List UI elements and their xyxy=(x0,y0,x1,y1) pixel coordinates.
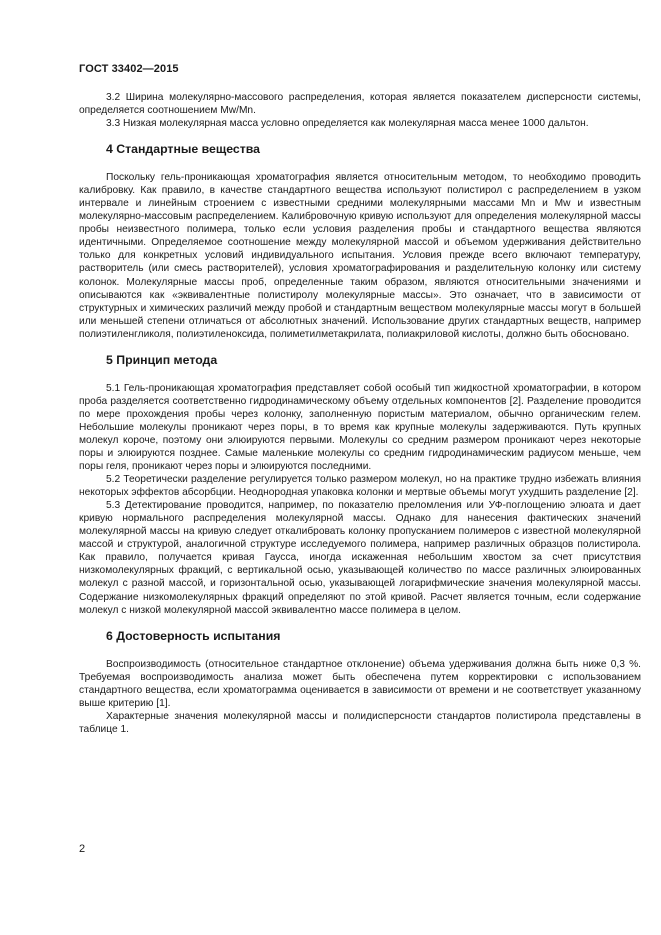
paragraph-5-3: 5.3 Детектирование проводится, например, по показателю преломления или УФ-поглощению элюата и дает кривую нормального распределения молекулярной массы. Однако для нанесения фактических значений молекулярной массы на кривую следует откалибровать колонку пропусканием полимеров с известной молекулярной массой и структурой, аналогичной структуре исследуемого полимера, например различных образцов полистирола. Как правило, получается кривая Гаусса, иногда искаженная небольшим хвостом за счет присутствия низкомолекулярных фракций, с вертикальной осью, указывающей количество по массе различных элюированных молекул с разной массой, и горизонтальной осью, указывающей логарифмические значения молекулярной массы. Содержание низкомолекулярных фракций определяют по этой кривой. Расчет является точным, если содержание молекул с низкой молекулярной массой эквивалентно массе полимера в целом. xyxy=(79,500,641,616)
paragraph-3-2: 3.2 Ширина молекулярно-массового распределения, которая является показателем дисперсности системы, определяется соотношением Mw/Mn. xyxy=(79,92,641,117)
paragraph-3-3: 3.3 Низкая молекулярная масса условно определяется как молекулярная масса менее 1000 дальтон. xyxy=(106,118,589,130)
section-6-title: 6 Достоверность испытания xyxy=(106,628,281,643)
section-5-title: 5 Принцип метода xyxy=(106,352,218,367)
document-body xyxy=(79,91,641,736)
paragraph-5-2: 5.2 Теоретически разделение регулируется только размером молекул, но на практике трудно избежать влияния некоторых эффектов абсорбции. Неоднородная упаковка колонки и мертвые объемы могут ухудшить разделение [2]. xyxy=(79,474,641,499)
section-4-title: 4 Стандартные вещества xyxy=(106,142,261,157)
document-header: ГОСТ 33402—2015 xyxy=(79,63,179,75)
paragraph-6-2: Характерные значения молекулярной массы и полидисперсности стандартов полистирола представлены в таблице 1. xyxy=(79,710,641,735)
paragraph-6-1: Воспроизводимость (относительное стандартное отклонение) объема удерживания должна быть ниже 0,3 %. Требуемая воспроизводимость анализа может быть обеспечена путем корректировки с использованием стандартного вещества, если хроматограмма оценивается в зависимости от времени и не соответствует указанному выше критерию [1]. xyxy=(79,658,641,709)
page-number: 2 xyxy=(79,843,86,855)
paragraph-4-1: Поскольку гель-проникающая хроматография является относительным методом, то необходимо проводить калибровку. Как правило, в качестве стандартного вещества используют полистирол с распределением в узком интервале и линейным строением с известными средними молекулярными массами Mn и Mw и известным молекулярно-массовым распределением. Калибровочную кривую используют для определения молекулярной массы пробы неизвестного полимера, только если условия разделения пробы и стандартного вещества являются идентичными. Определяемое соотношение между молекулярной массой и объемом удерживания действительно только для конкретных условий индивидуального испытания. Условия прежде всего включают температуру, растворитель (или смесь растворителей), условия хроматографирования и разделительную колонку или систему колонок. Молекулярные массы проб, определенные таким образом, являются относительными значениями и описываются как «эквивалентные полистиролу молекулярные массы». Это означает, что в зависимости от структурных и химических различий между пробой и стандартным веществом молекулярные массы могут в большей или меньшей степени отличаться от абсолютных значений. Использование других стандартных веществ, например полиэтиленгликоля, полиэтиленоксида, полиметилметакрилата, полиакриловой кислоты, должно быть обосновано. xyxy=(79,172,641,340)
paragraph-5-1: 5.1 Гель-проникающая хроматография представляет собой особый тип жидкостной хроматографии, в котором проба разделяется соответственно гидродинамическому объему отдельных компонентов [2]. Разделение проводится по мере прохождения пробы через колонку, заполненную пористым материалом, обычно органическим гелем. Небольшие молекулы проникают через поры, в то время как крупные молекулы задерживаются. Путь крупных молекул короче, поэтому они элюируются первыми. Молекулы со средним размером проникают через некоторые поры и элюируются позднее. Самые маленькие молекулы со средним гидродинамическим радиусом меньше, чем поры геля, проникают через поры и элюируются последними. xyxy=(79,382,641,473)
